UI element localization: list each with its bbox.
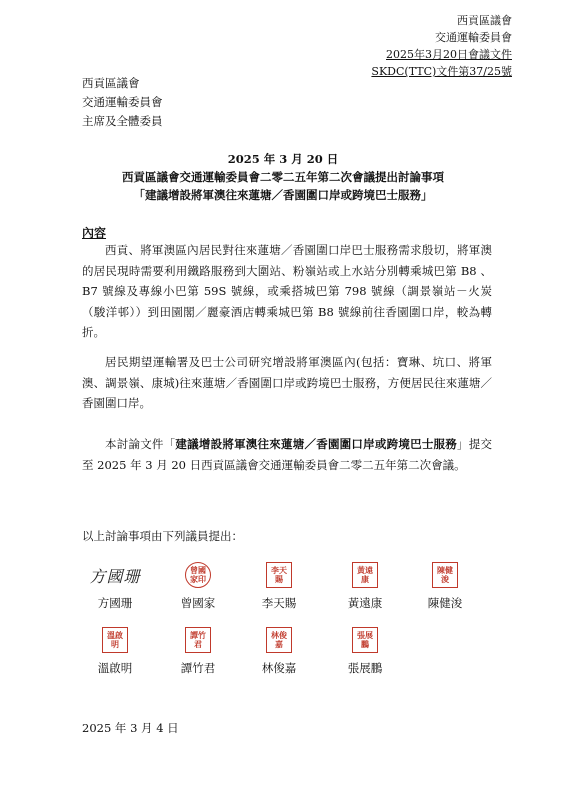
seal-stamp: 林俊 嘉 [234,622,324,658]
seal-stamp: 譚竹 君 [153,622,243,658]
seal-stamp: 溫啟 明 [70,622,160,658]
signatory-name: 黃遠康 [347,596,383,610]
header-committee: 交通運輸委員會 [435,31,512,44]
seal-stamp: 陳健 浚 [400,557,490,593]
section-heading: 內容 [82,226,107,240]
signatories-intro: 以上討論事項由下列議員提出： [82,529,243,543]
document-reference-block [371,12,512,80]
seal-stamp: 曾國 家印 [153,557,243,593]
seal-stamp: 張展 鵬 [320,622,410,658]
signatory-name: 溫啟明 [97,661,133,675]
document-title [0,150,566,204]
signatory-name: 譚竹君 [180,661,216,675]
signatory [320,622,410,676]
signatory [234,622,324,676]
paragraph-3-end: 」提交至 2025 年 3 月 20 日西貢區議會交通運輸委員會二零二五年第二次會議。 [82,437,492,472]
handwritten-signature: 方國珊 [89,566,141,586]
paragraph-1: 西貢、將軍澳區內居民對往來蓮塘／香園圍口岸巴士服務需求殷切，將軍澳的居民現時需要利用鐵路服務到大圍站、粉嶺站或上水站分別轉乘城巴第 B8 、B7 號線及專線小巴第 59S 號線，或乘搭城巴第 798 號線（調景嶺站－火炭（駿洋邨））到田園閣／麗豪酒店轉乘城巴第 B8 號線前往香園圍口岸，較為轉折。 [82,243,492,339]
addressee-line: 西貢區議會 [82,76,140,90]
title-date: 2025 年 3 月 20 日 [227,152,339,166]
header-council: 西貢區議會 [457,14,512,27]
document-date: 2025 年 3 月 4 日 [82,721,179,735]
signatory [400,557,490,611]
signatory-name: 陳健浚 [427,596,463,610]
paragraph-3-start: 本討論文件「 [105,437,176,451]
signatory-name: 林俊嘉 [261,661,297,675]
seal-stamp: 李天 賜 [234,557,324,593]
addressee-line: 主席及全體委員 [82,114,163,128]
title-line-1: 西貢區議會交通運輸委員會二零二五年第二次會議提出討論事項 [122,170,444,184]
signatory [153,622,243,676]
header-meeting-paper: 2025年3月20日會議文件 [386,48,512,61]
signatory [153,557,243,611]
addressee-block [82,74,163,131]
seal-stamp: 黃遠 康 [320,557,410,593]
signatory [70,557,160,611]
signatory [320,557,410,611]
title-line-2: 「建議增設將軍澳往來蓮塘／香園圍口岸或跨境巴士服務」 [133,188,433,202]
header-paper-number: SKDC(TTC)文件第37/25號 [371,65,512,78]
signatory-name: 曾國家 [180,596,216,610]
signatory-name: 方國珊 [97,596,133,610]
paragraph-2: 居民期望運輸署及巴士公司研究增設將軍澳區內(包括：寶琳、坑口、將軍澳、調景嶺、康城)往來蓮塘／香園圍口岸或跨境巴士服務，方便居民往來蓮塘／香園圍口岸。 [82,355,492,410]
signatory-name: 張展鵬 [347,661,383,675]
paragraph-3-proposal-title: 建議增設將軍澳往來蓮塘／香園圍口岸或跨境巴士服務 [175,437,458,451]
signatory-name: 李天賜 [261,596,297,610]
paragraph-3 [82,434,492,475]
signatory [70,622,160,676]
addressee-line: 交通運輸委員會 [82,95,163,109]
signatory [234,557,324,611]
